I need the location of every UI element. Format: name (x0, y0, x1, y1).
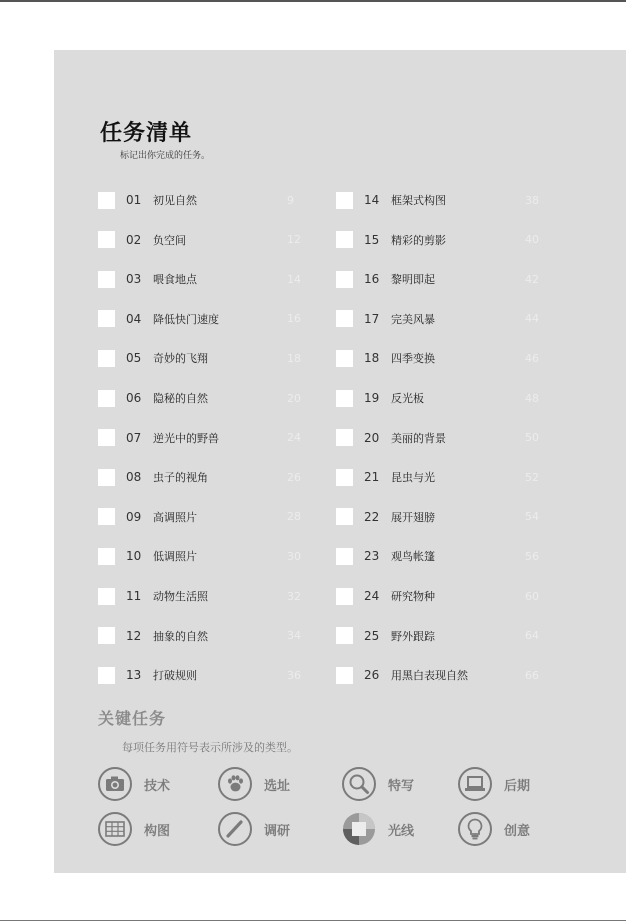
task-number: 19 (364, 391, 380, 405)
task-checkbox[interactable] (336, 390, 353, 407)
task-checkbox[interactable] (98, 508, 115, 525)
task-number: 12 (126, 628, 142, 643)
paw-icon (218, 767, 252, 801)
task-number: 04 (126, 311, 142, 326)
task-item (336, 665, 566, 685)
task-item (98, 546, 328, 566)
task-number: 18 (364, 351, 380, 366)
task-page-number: 52 (525, 470, 539, 484)
task-checkbox[interactable] (98, 667, 115, 684)
task-name: 反光板 (391, 392, 424, 405)
task-page-number: 32 (287, 589, 301, 603)
task-name: 完美风暴 (391, 312, 435, 326)
task-page-number: 16 (287, 312, 301, 326)
task-number: 23 (364, 549, 380, 564)
task-checkbox[interactable] (336, 548, 353, 565)
legend-label: 创意 (504, 823, 531, 839)
task-name: 逆光中的野兽 (153, 431, 219, 445)
grid-icon (98, 812, 132, 846)
task-checkbox[interactable] (98, 310, 115, 327)
task-name: 研究物种 (391, 590, 435, 603)
task-name: 昆虫与光 (391, 471, 435, 485)
task-name: 奇妙的飞翔 (153, 352, 208, 366)
legend-item-research (218, 811, 290, 847)
legend-item-composition (98, 811, 170, 847)
task-checkbox[interactable] (336, 429, 353, 446)
task-name: 四季变换 (391, 352, 435, 366)
task-item (336, 348, 566, 368)
task-number: 06 (126, 391, 142, 405)
task-checkbox[interactable] (336, 192, 353, 209)
task-page-number: 66 (525, 668, 539, 682)
legend-item-light (342, 811, 414, 847)
task-name: 隐秘的自然 (153, 392, 208, 405)
legend-item-location (218, 766, 290, 802)
task-page-number: 48 (525, 391, 539, 405)
task-checkbox[interactable] (336, 271, 353, 288)
task-number: 10 (126, 549, 142, 564)
task-number: 01 (126, 193, 142, 207)
task-name: 框架式构图 (391, 194, 446, 207)
task-page-number: 46 (525, 351, 539, 365)
task-name: 降低快门速度 (153, 312, 219, 326)
task-item (336, 190, 566, 210)
task-page-number: 38 (525, 193, 539, 207)
task-checkbox[interactable] (336, 627, 353, 644)
task-checkbox[interactable] (336, 469, 353, 486)
task-name: 负空间 (153, 233, 186, 247)
task-number: 07 (126, 430, 142, 445)
task-checklist-panel (54, 50, 626, 873)
task-item (336, 546, 566, 566)
task-item (336, 507, 566, 527)
task-name: 野外跟踪 (391, 629, 435, 643)
task-number: 09 (126, 509, 142, 524)
task-name: 动物生活照 (153, 590, 208, 603)
laptop-icon (458, 767, 492, 801)
task-name: 观鸟帐篷 (391, 550, 435, 564)
task-item (336, 388, 566, 408)
task-page-number: 14 (287, 272, 301, 286)
legend-label: 构图 (144, 823, 171, 839)
task-name: 低调照片 (153, 550, 197, 564)
legend-label: 后期 (504, 778, 531, 794)
task-item (98, 428, 328, 448)
task-number: 11 (126, 589, 142, 603)
legend-item-creativity (458, 811, 530, 847)
task-list (98, 190, 618, 750)
task-item (98, 586, 328, 606)
task-checkbox[interactable] (98, 548, 115, 565)
task-number: 02 (126, 232, 142, 247)
task-page-number: 56 (525, 549, 539, 563)
task-item (98, 388, 328, 408)
task-name: 用黑白表现自然 (391, 669, 468, 683)
legend-item-postprocessing (458, 766, 530, 802)
legend-label: 特写 (388, 778, 415, 794)
task-item (336, 309, 566, 329)
task-number: 17 (364, 311, 380, 326)
task-name: 初见自然 (153, 194, 197, 207)
legend-label: 光线 (388, 823, 415, 839)
task-name: 高调照片 (153, 510, 197, 524)
task-number: 03 (126, 272, 142, 287)
task-number: 26 (364, 668, 380, 683)
task-page-number: 54 (525, 510, 539, 524)
task-item (98, 348, 328, 368)
task-checkbox[interactable] (98, 429, 115, 446)
task-name: 喂食地点 (153, 273, 197, 287)
task-checkbox[interactable] (98, 231, 115, 248)
task-number: 21 (364, 470, 380, 485)
task-item (98, 665, 328, 685)
task-page-number: 24 (287, 431, 301, 445)
task-item (336, 467, 566, 487)
task-checkbox[interactable] (98, 192, 115, 209)
task-number: 15 (364, 232, 380, 247)
task-name: 美丽的背景 (391, 431, 446, 445)
task-item (336, 586, 566, 606)
light-icon (342, 812, 376, 846)
task-checkbox[interactable] (98, 469, 115, 486)
task-name: 展开翅膀 (391, 510, 435, 524)
task-number: 08 (126, 470, 142, 485)
task-number: 24 (364, 589, 380, 603)
task-checkbox[interactable] (98, 390, 115, 407)
task-number: 22 (364, 509, 380, 524)
task-checkbox[interactable] (98, 627, 115, 644)
task-checkbox[interactable] (98, 271, 115, 288)
legend-item-technique (98, 766, 170, 802)
task-item (98, 230, 328, 250)
top-rule (0, 0, 626, 2)
page-title: 任务清单 (100, 121, 193, 146)
page-subtitle: 标记出你完成的任务。 (120, 151, 211, 161)
magnifier-icon (342, 767, 376, 801)
task-checkbox[interactable] (336, 588, 353, 605)
task-item (98, 626, 328, 646)
task-page-number: 60 (525, 589, 539, 603)
task-name: 抽象的自然 (153, 629, 208, 643)
task-item (98, 467, 328, 487)
task-page-number: 26 (287, 470, 301, 484)
task-checkbox[interactable] (336, 310, 353, 327)
pencil-icon (218, 812, 252, 846)
task-checkbox[interactable] (98, 350, 115, 367)
task-item (98, 507, 328, 527)
task-checkbox[interactable] (336, 508, 353, 525)
key-subtitle: 每项任务用符号表示所涉及的类型。 (122, 741, 298, 754)
task-number: 16 (364, 272, 380, 287)
task-item (336, 230, 566, 250)
task-checkbox[interactable] (336, 667, 353, 684)
task-number: 25 (364, 628, 380, 643)
legend-item-closeup (342, 766, 414, 802)
task-item (336, 269, 566, 289)
task-page-number: 9 (287, 193, 294, 207)
task-page-number: 50 (525, 431, 539, 445)
bottom-rule (0, 920, 626, 921)
task-number: 13 (126, 668, 142, 683)
task-page-number: 18 (287, 351, 301, 365)
task-name: 打破规则 (153, 669, 197, 683)
task-page-number: 12 (287, 233, 301, 247)
task-page-number: 36 (287, 668, 301, 682)
legend-label: 调研 (264, 823, 291, 839)
task-checkbox[interactable] (336, 350, 353, 367)
task-page-number: 28 (287, 510, 301, 524)
key-title: 关键任务 (98, 709, 167, 728)
task-name: 精彩的剪影 (391, 233, 446, 247)
task-page-number: 40 (525, 233, 539, 247)
task-item (98, 309, 328, 329)
task-page-number: 44 (525, 312, 539, 326)
task-number: 20 (364, 430, 380, 445)
task-page-number: 34 (287, 629, 301, 643)
task-checkbox[interactable] (98, 588, 115, 605)
task-page-number: 30 (287, 549, 301, 563)
task-item (336, 626, 566, 646)
legend-label: 选址 (264, 778, 291, 794)
task-number: 05 (126, 351, 142, 366)
task-name: 黎明即起 (391, 273, 435, 287)
camera-icon (98, 767, 132, 801)
task-page-number: 42 (525, 272, 539, 286)
task-name: 虫子的视角 (153, 471, 208, 485)
task-number: 14 (364, 193, 380, 207)
task-item (98, 269, 328, 289)
lightbulb-icon (458, 812, 492, 846)
task-checkbox[interactable] (336, 231, 353, 248)
task-page-number: 20 (287, 391, 301, 405)
legend-label: 技术 (144, 778, 171, 794)
task-item (98, 190, 328, 210)
task-page-number: 64 (525, 629, 539, 643)
task-item (336, 428, 566, 448)
